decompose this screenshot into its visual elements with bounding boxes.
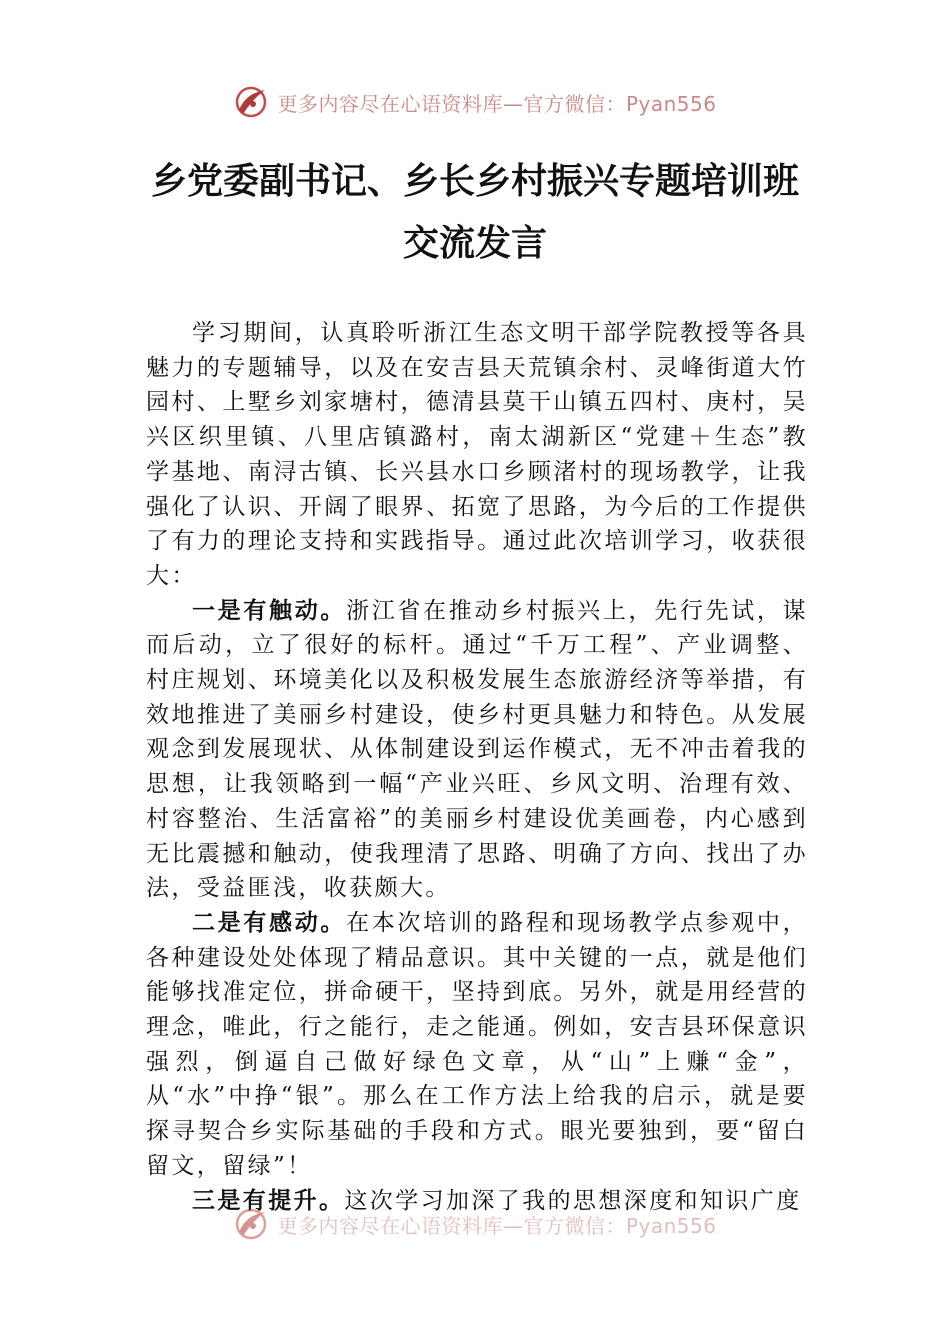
paragraph-text: 在本次培训的路程和现场教学点参观中，各种建设处处体现了精品意识。其中关键的一点，就是他们能够找准定位，拼命硬干，坚持到底。另外，就是用经营的理念，唯此，行之能行，走之能通。例如，安吉县环保意识强烈，倒逼自己做好绿色文章，从“山”上赚“金”，从“水”中挣“银”。那么在工作方法上给我的启示，就是要探寻契合乡实际基础的手段和方式。眼光要独到，要“留白留文，留绿”！ bbox=[146, 909, 809, 1179]
watermark-text: 更多内容尽在心语资料库—官方微信：Pyan556 bbox=[277, 91, 717, 116]
document-title bbox=[100, 150, 850, 274]
paragraph-text: 浙江省在推动乡村振兴上，先行先试，谋而后动，立了很好的标杆。通过“千万工程”、产业调整、村庄规划、环境美化以及积极发展生态旅游经济等举措，有效地推进了美丽乡村建设，使乡村更具魅力和特色。从发展观念到发展现状、从体制建设到运作模式，无不冲击着我的思想，让我领略到一幅“产业兴旺、乡风文明、治理有效、村容整治、生活富裕”的美丽乡村建设优美画卷，内心感到无比震撼和触动，使我理清了思路、明确了方向、找出了办法，受益匪浅，收获颇大。 bbox=[146, 597, 809, 902]
title-line-1: 乡党委副书记、乡长乡村振兴专题培训班 bbox=[150, 160, 799, 202]
watermark-text: 更多内容尽在心语资料库—官方微信：Pyan556 bbox=[277, 1213, 717, 1238]
paragraph-text: 学习期间，认真聆听浙江生态文明干部学院教授等各具魅力的专题辅导，以及在安吉县天荒镇余村、灵峰街道大竹园村、上墅乡刘家塘村，德清县莫干山镇五四村、庚村，吴兴区织里镇、八里店镇潞村，南太湖新区“党建＋生态”教学基地、南浔古镇、长兴县水口乡顾渚村的现场教学，让我强化了认识、开阔了眼界、拓宽了思路，为今后的工作提供了有力的理论支持和实践指导。通过此次培训学习，收获很大： bbox=[146, 320, 808, 589]
paragraph-text: 这次学习加深了我的思想深度和知识广度 bbox=[344, 1187, 802, 1214]
header-watermark bbox=[0, 82, 950, 122]
paragraph-lead: 一是有触动。 bbox=[192, 596, 347, 624]
ink-brush-logo-icon bbox=[233, 1206, 269, 1242]
paragraph-point-2 bbox=[146, 906, 808, 1184]
paragraph-intro bbox=[146, 316, 808, 594]
ink-brush-logo-icon bbox=[233, 84, 269, 120]
footer-watermark bbox=[0, 1204, 950, 1244]
paragraph-point-1 bbox=[146, 594, 808, 906]
paragraph-lead: 三是有提升。 bbox=[192, 1186, 345, 1214]
paragraph-lead: 二是有感动。 bbox=[192, 908, 347, 936]
title-line-2: 交流发言 bbox=[402, 222, 547, 264]
document-body bbox=[146, 316, 808, 1218]
